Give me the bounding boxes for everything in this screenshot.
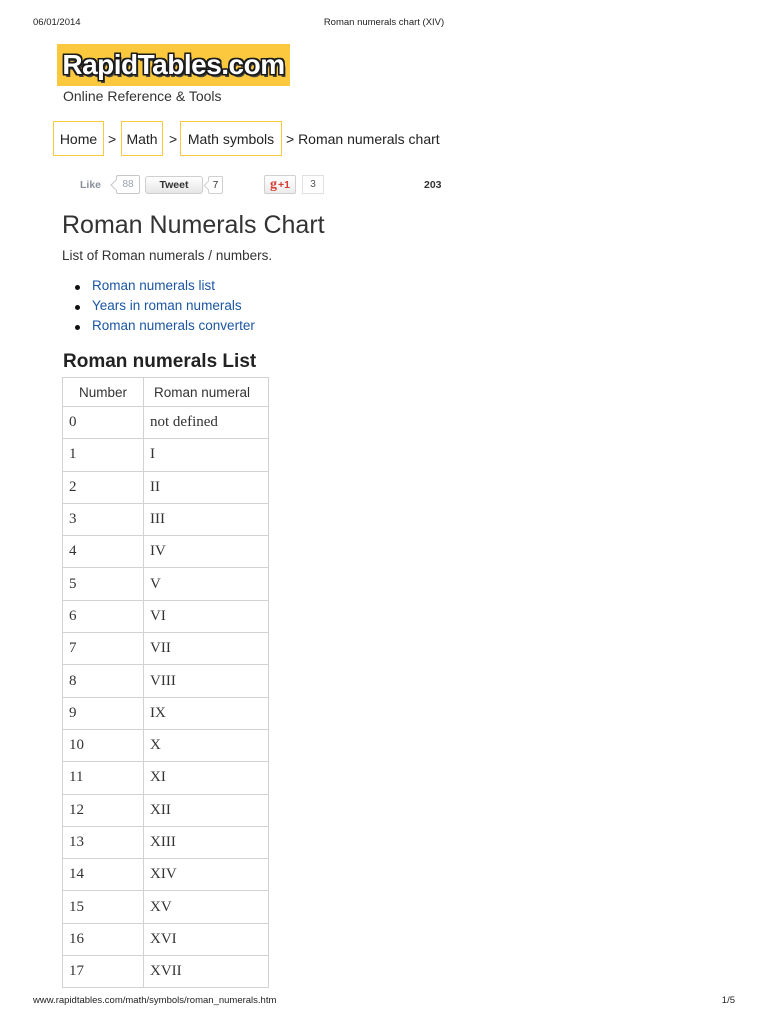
table-row bbox=[63, 633, 269, 665]
roman-cell: I bbox=[144, 439, 269, 471]
table-row bbox=[63, 956, 269, 988]
roman-cell: VII bbox=[144, 633, 269, 665]
share-count: 203 bbox=[424, 179, 442, 191]
table-row bbox=[63, 665, 269, 697]
table-row bbox=[63, 794, 269, 826]
table-row bbox=[63, 891, 269, 923]
list-item bbox=[75, 298, 255, 318]
list-item bbox=[75, 278, 255, 298]
number-cell: 7 bbox=[63, 633, 144, 665]
table-row bbox=[63, 568, 269, 600]
roman-cell: VI bbox=[144, 600, 269, 632]
print-footer bbox=[0, 995, 768, 1009]
table-row bbox=[63, 826, 269, 858]
roman-cell: XIV bbox=[144, 859, 269, 891]
tweet-count: 7 bbox=[208, 176, 223, 194]
roman-numerals-converter-link[interactable]: Roman numerals converter bbox=[92, 318, 255, 333]
column-header-roman: Roman numeral bbox=[144, 378, 269, 407]
table-row bbox=[63, 407, 269, 439]
number-cell: 15 bbox=[63, 891, 144, 923]
roman-cell: VIII bbox=[144, 665, 269, 697]
table-row bbox=[63, 762, 269, 794]
breadcrumb-home-link[interactable]: Home bbox=[53, 121, 104, 156]
breadcrumb-math-link[interactable]: Math bbox=[121, 121, 163, 156]
number-cell: 2 bbox=[63, 471, 144, 503]
table-row bbox=[63, 729, 269, 761]
table-row bbox=[63, 439, 269, 471]
gplus-label: +1 bbox=[278, 178, 290, 191]
like-button[interactable]: Like bbox=[80, 179, 102, 191]
table-row bbox=[63, 503, 269, 535]
roman-cell: XI bbox=[144, 762, 269, 794]
number-cell: 4 bbox=[63, 536, 144, 568]
print-url: www.rapidtables.com/math/symbols/roman_numerals.htm bbox=[33, 995, 277, 1006]
column-header-number: Number bbox=[63, 378, 144, 407]
page-title: Roman Numerals Chart bbox=[62, 211, 325, 239]
like-count: 88 bbox=[116, 175, 140, 194]
table-row bbox=[63, 536, 269, 568]
roman-cell: IV bbox=[144, 536, 269, 568]
number-cell: 3 bbox=[63, 503, 144, 535]
roman-cell: X bbox=[144, 729, 269, 761]
table-header-row bbox=[63, 378, 269, 407]
print-date: 06/01/2014 bbox=[33, 17, 81, 28]
roman-numerals-list-link[interactable]: Roman numerals list bbox=[92, 278, 216, 293]
roman-cell: II bbox=[144, 471, 269, 503]
number-cell: 0 bbox=[63, 407, 144, 439]
roman-numerals-table bbox=[62, 377, 269, 988]
table-row bbox=[63, 600, 269, 632]
roman-cell: XVI bbox=[144, 923, 269, 955]
table-row bbox=[63, 859, 269, 891]
breadcrumb-separator: > bbox=[169, 131, 178, 147]
print-page-number: 1/5 bbox=[721, 995, 735, 1006]
number-cell: 9 bbox=[63, 697, 144, 729]
print-header bbox=[0, 17, 768, 31]
gplus-button[interactable] bbox=[264, 175, 296, 194]
roman-cell: not defined bbox=[144, 407, 269, 439]
roman-cell: V bbox=[144, 568, 269, 600]
site-tagline: Online Reference & Tools bbox=[63, 88, 222, 104]
site-logo[interactable] bbox=[57, 44, 290, 86]
section-links bbox=[75, 278, 255, 338]
roman-cell: XV bbox=[144, 891, 269, 923]
number-cell: 6 bbox=[63, 600, 144, 632]
number-cell: 14 bbox=[63, 859, 144, 891]
number-cell: 10 bbox=[63, 729, 144, 761]
roman-cell: XIII bbox=[144, 826, 269, 858]
roman-cell: XII bbox=[144, 794, 269, 826]
number-cell: 11 bbox=[63, 762, 144, 794]
number-cell: 16 bbox=[63, 923, 144, 955]
page-subtitle: List of Roman numerals / numbers. bbox=[62, 248, 273, 263]
logo-text: RapidTables.com bbox=[62, 49, 285, 80]
tweet-button[interactable]: Tweet bbox=[145, 176, 203, 194]
print-title: Roman numerals chart (XIV) bbox=[323, 17, 445, 28]
number-cell: 13 bbox=[63, 826, 144, 858]
section-title: Roman numerals List bbox=[63, 351, 257, 372]
table-row bbox=[63, 471, 269, 503]
table-row bbox=[63, 923, 269, 955]
years-roman-numerals-link[interactable]: Years in roman numerals bbox=[92, 298, 242, 313]
roman-cell: III bbox=[144, 503, 269, 535]
number-cell: 12 bbox=[63, 794, 144, 826]
roman-cell: IX bbox=[144, 697, 269, 729]
breadcrumb-math-symbols-link[interactable]: Math symbols bbox=[180, 121, 282, 156]
gplus-icon: g bbox=[270, 176, 277, 192]
table-row bbox=[63, 697, 269, 729]
number-cell: 17 bbox=[63, 956, 144, 988]
number-cell: 8 bbox=[63, 665, 144, 697]
gplus-count: 3 bbox=[302, 175, 324, 194]
breadcrumb-current: > Roman numerals chart bbox=[286, 131, 440, 147]
list-item bbox=[75, 318, 255, 338]
number-cell: 5 bbox=[63, 568, 144, 600]
breadcrumb-separator: > bbox=[108, 131, 117, 147]
number-cell: 1 bbox=[63, 439, 144, 471]
roman-cell: XVII bbox=[144, 956, 269, 988]
